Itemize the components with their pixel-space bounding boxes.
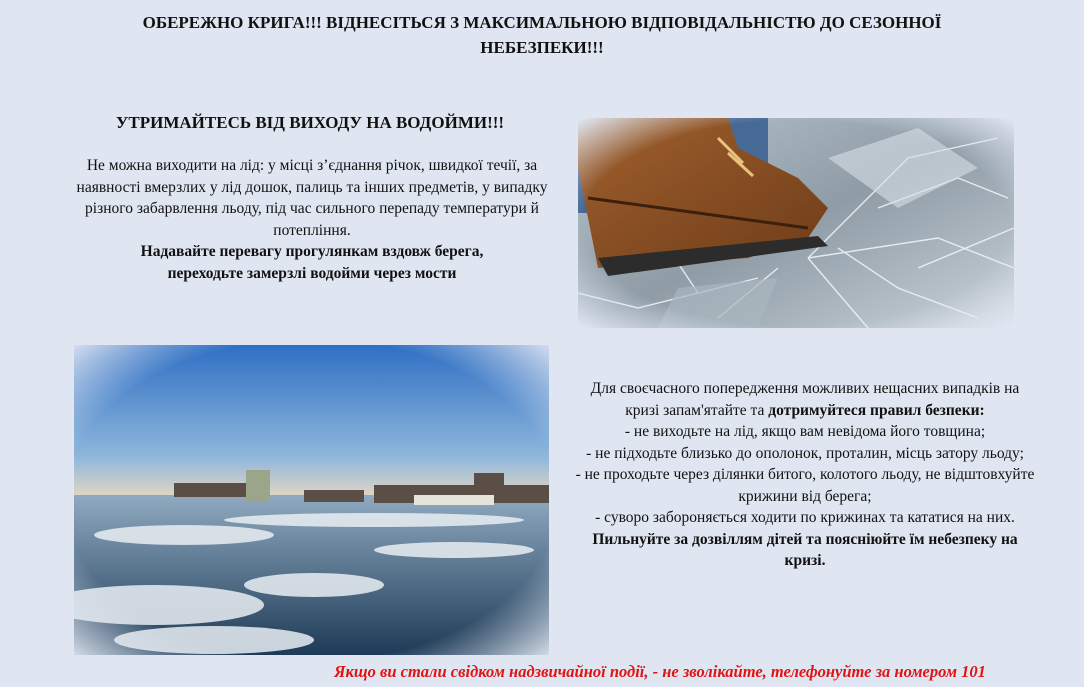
section2-intro: Для своєчасного попередження можливих нещасних випадків на кризі запам'ятайте та <box>590 380 1020 419</box>
section1-bold-line1: Надавайте перевагу прогулянкам вздовж берега, <box>140 243 484 260</box>
rule-item: - не підходьте близько до ополонок, проталин, місць затору льоду; <box>586 444 1024 462</box>
rule-item: - не виходьте на лід, якщо вам невідома його товщина; <box>624 423 986 440</box>
section1-heading: УТРИМАЙТЕСЬ ВІД ВИХОДУ НА ВОДОЙМИ!!! <box>115 113 505 132</box>
rule-item: - суворо забороняється ходити по крижинах та кататися на них. <box>595 509 1015 526</box>
section2-text <box>574 378 1036 572</box>
section2-closing: Пильнуйте за дозвіллям дітей та поясніюйте їм небезпеку на кризі. <box>592 530 1018 569</box>
section1-text <box>58 155 566 284</box>
section2-intro-bold: дотримуйтеся правил безпеки: <box>768 401 985 419</box>
section1-body: Не можна виходити на лід: у місці з’єднання річок, швидкої течії, за наявності вмерзлих у лід дошок, палиць та інших предметів, у випадку різного забарвлення льоду, під час сильного перепаду температури й потепління. <box>76 157 548 239</box>
rule-item: - не проходьте через ділянки битого, колотого льоду, не відштовхуйте крижини від берега; <box>575 466 1035 505</box>
section1-bold-line2: переходьте замерзлі водойми через мости <box>167 264 457 282</box>
page-title: ОБЕРЕЖНО КРИГА!!! ВІДНЕСІТЬСЯ З МАКСИМАЛЬНОЮ ВІДПОВІДАЛЬНІСТЮ ДО СЕЗОННОЇ НЕБЕЗПЕКИ!!! <box>142 13 942 57</box>
emergency-footer: Якщо ви стали свідком надзвичайної події, - не зволікайте, телефонуйте за номером 101 <box>334 662 986 681</box>
frozen-river-photo <box>74 345 549 655</box>
boot-on-ice-photo <box>578 118 1014 328</box>
